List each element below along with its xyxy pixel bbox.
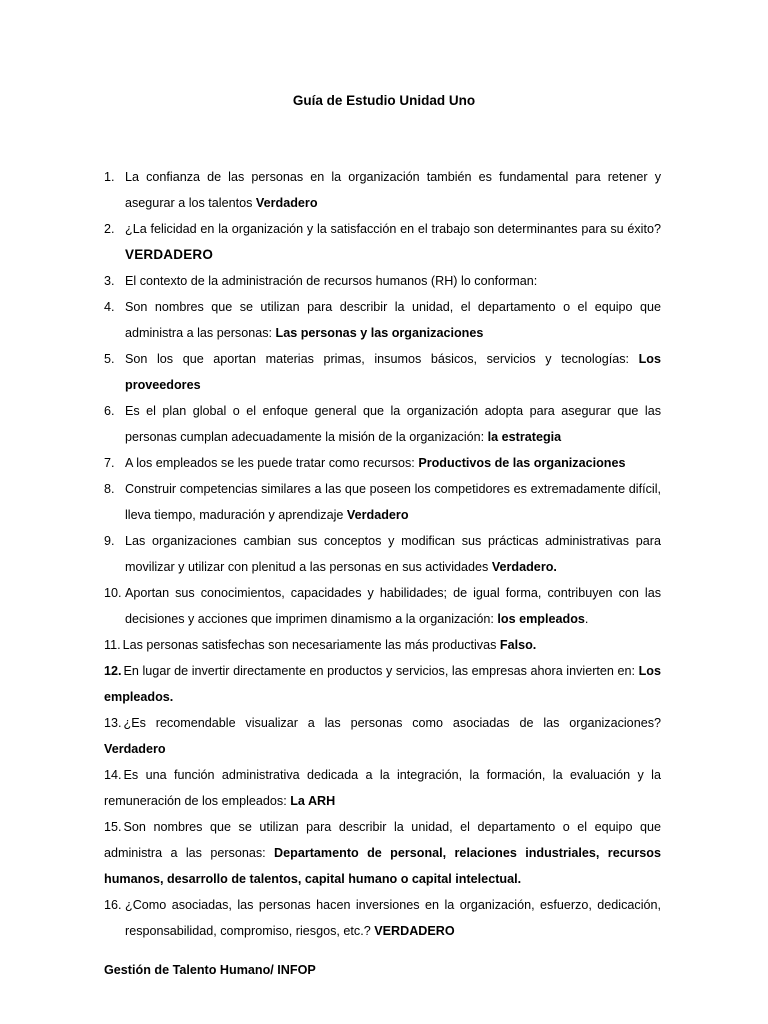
question-text: ¿Como asociadas, las personas hacen inversiones en la organización, esfuerzo, dedicación, responsabilidad, compromiso, riesgos, etc.? [125, 898, 661, 938]
list-item [104, 294, 661, 346]
list-item [104, 268, 661, 294]
question-text: Es el plan global o el enfoque general que la organización adopta para asegurar que las personas cumplan adecuadamente la misión de la organización: [125, 404, 661, 444]
answer-text: Los proveedores [125, 352, 661, 392]
question-number: 13. [104, 716, 122, 730]
answer-text: VERDADERO [374, 924, 455, 938]
list-item [104, 892, 661, 944]
question-list [104, 164, 661, 944]
list-item [104, 216, 661, 268]
question-number: 8. [104, 482, 115, 496]
question-number: 3. [104, 274, 115, 288]
answer-text: Verdadero. [491, 560, 557, 574]
question-text: Es una función administrativa dedicada a la integración, la formación, la evaluación y la remuneración de los empleados: [104, 768, 661, 808]
list-item [104, 762, 661, 814]
question-text: Las organizaciones cambian sus conceptos y modifican sus prácticas administrativas para movilizar y utilizar con plenitud a las personas en sus actividades [125, 534, 661, 574]
question-text: ¿La felicidad en la organización y la satisfacción en el trabajo son determinantes para su éxito? [125, 222, 661, 236]
question-text: Son los que aportan materias primas, insumos básicos, servicios y tecnologías: [125, 352, 639, 366]
list-item [104, 580, 661, 632]
document-title: Guía de Estudio Unidad Uno [292, 93, 476, 108]
question-number: 12. [104, 664, 122, 678]
answer-text: Falso. [499, 638, 537, 652]
list-item [104, 164, 661, 216]
question-number: 4. [104, 300, 115, 314]
question-number: 16. [104, 898, 122, 912]
question-text: ¿Es recomendable visualizar a las personas como asociadas de las organizaciones? [123, 716, 661, 730]
answer-text: Departamento de personal, relaciones industriales, recursos humanos, desarrollo de talentos, capital humano o capital intelectual. [104, 846, 661, 886]
answer-text: Verdadero [104, 742, 166, 756]
list-item [104, 814, 661, 892]
question-number: 10. [104, 586, 122, 600]
list-item [104, 528, 661, 580]
question-text: Las personas satisfechas son necesariamente las más productivas [122, 638, 500, 652]
question-text: En lugar de invertir directamente en productos y servicios, las empresas ahora invierten en: [123, 664, 639, 678]
document-footer: Gestión de Talento Humano/ INFOP [104, 963, 316, 977]
list-item [104, 658, 661, 710]
question-text: Construir competencias similares a las que poseen los competidores es extremadamente difícil, lleva tiempo, maduración y aprendizaje [125, 482, 661, 522]
answer-text: La ARH [290, 794, 336, 808]
question-number: 15. [104, 820, 122, 834]
question-number: 9. [104, 534, 115, 548]
list-item [104, 398, 661, 450]
answer-text: Verdadero [346, 508, 409, 522]
list-item [104, 710, 661, 762]
answer-text: Las personas y las organizaciones [275, 326, 484, 340]
answer-tail: . [584, 612, 589, 626]
answer-text: los empleados [497, 612, 585, 626]
question-number: 1. [104, 170, 115, 184]
list-item [104, 450, 661, 476]
question-text: El contexto de la administración de recursos humanos (RH) lo conforman: [125, 274, 538, 288]
list-item [104, 476, 661, 528]
question-text: Aportan sus conocimientos, capacidades y habilidades; de igual forma, contribuyen con las decisiones y acciones que imprimen dinamismo a la organización: [125, 586, 661, 626]
question-number: 2. [104, 222, 115, 236]
answer-text: VERDADERO [125, 247, 214, 262]
question-number: 11. [104, 638, 121, 652]
answer-text: Productivos de las organizaciones [418, 456, 626, 470]
question-text: Son nombres que se utilizan para describir la unidad, el departamento o el equipo que administra a las personas: [125, 300, 661, 340]
question-number: 5. [104, 352, 115, 366]
answer-text: Los empleados. [104, 664, 661, 704]
question-number: 14. [104, 768, 122, 782]
question-number: 6. [104, 404, 115, 418]
list-item [104, 346, 661, 398]
question-text: La confianza de las personas en la organización también es fundamental para retener y asegurar a los talentos [125, 170, 661, 210]
list-item [104, 632, 661, 658]
question-text: Son nombres que se utilizan para describir la unidad, el departamento o el equipo que administra a las personas: [104, 820, 661, 860]
answer-text: la estrategia [487, 430, 562, 444]
question-number: 7. [104, 456, 115, 470]
question-text: A los empleados se les puede tratar como recursos: [125, 456, 419, 470]
answer-text: Verdadero [255, 196, 318, 210]
